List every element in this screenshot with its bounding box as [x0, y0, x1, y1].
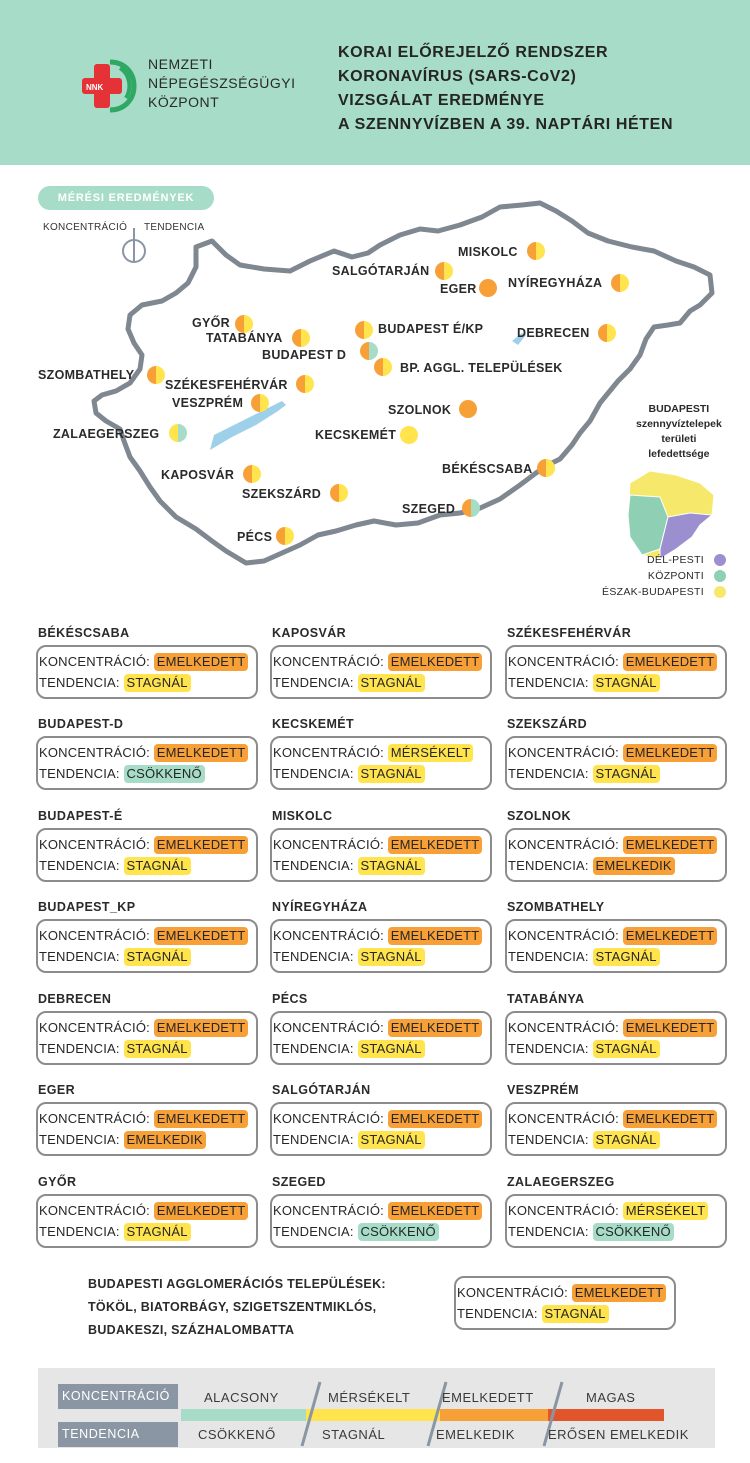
tend-row: [273, 948, 425, 966]
agglomeration-card: [454, 1276, 676, 1330]
map-label: SZEGED: [402, 502, 456, 516]
tend-value: CSÖKKENŐ: [358, 1223, 439, 1241]
card-title: BUDAPEST-É: [38, 809, 123, 823]
city-card: [505, 736, 727, 790]
konc-label: KONCENTRÁCIÓ:: [39, 1020, 154, 1035]
card-title: PÉCS: [272, 992, 308, 1006]
konc-label: KONCENTRÁCIÓ:: [39, 1111, 154, 1126]
konc-row: [508, 1110, 717, 1128]
tend-value: CSÖKKENŐ: [593, 1223, 674, 1241]
konc-level-moderate: MÉRSÉKELT: [328, 1390, 411, 1405]
card-title: BUDAPEST-D: [38, 717, 124, 731]
konc-label: KONCENTRÁCIÓ:: [273, 1020, 388, 1035]
konc-label: KONCENTRÁCIÓ:: [39, 745, 154, 760]
inset-line: lefedettsége: [648, 448, 710, 460]
konc-level-elevated: EMELKEDETT: [442, 1390, 534, 1405]
card-title: MISKOLC: [272, 809, 333, 823]
tend-label: TENDENCIA:: [508, 858, 593, 873]
tend-value: EMELKEDIK: [124, 1131, 206, 1149]
map-label: EGER: [440, 282, 477, 296]
tend-value: STAGNÁL: [124, 857, 191, 875]
konc-label: KONCENTRÁCIÓ:: [39, 837, 154, 852]
konc-row: [273, 1202, 482, 1220]
konc-scale-label: KONCENTRÁCIÓ: [58, 1384, 178, 1409]
map-label: BP. AGGL. TELEPÜLÉSEK: [400, 361, 563, 375]
konc-value: EMELKEDETT: [623, 927, 718, 945]
tend-row: [273, 857, 425, 875]
swatch: [714, 586, 726, 598]
agglomeration-text: [88, 1273, 386, 1342]
tend-row: [39, 674, 191, 692]
map-label: BUDAPEST D: [262, 348, 347, 362]
map-label: KECSKEMÉT: [315, 428, 397, 442]
title-line: VIZSGÁLAT EREDMÉNYE: [338, 92, 545, 109]
tend-row: [508, 1040, 660, 1058]
konc-label: KONCENTRÁCIÓ:: [508, 1203, 623, 1218]
card-title: SZOLNOK: [507, 809, 571, 823]
map-label: BUDAPEST É/KP: [378, 322, 484, 336]
konc-label: KONCENTRÁCIÓ:: [273, 837, 388, 852]
tend-label: TENDENCIA:: [273, 675, 358, 690]
card-title: EGER: [38, 1083, 76, 1097]
tend-label: TENDENCIA:: [39, 766, 124, 781]
tend-label: TENDENCIA:: [508, 675, 593, 690]
tend-label: TENDENCIA:: [39, 675, 124, 690]
tend-value: STAGNÁL: [124, 1040, 191, 1058]
konc-value: EMELKEDETT: [388, 1202, 483, 1220]
konc-row: [273, 653, 482, 671]
tend-label: TENDENCIA:: [273, 858, 358, 873]
map-marker: [292, 329, 310, 347]
tend-row: [39, 1223, 191, 1241]
konc-label: KONCENTRÁCIÓ:: [273, 745, 388, 760]
card-title: SZOMBATHELY: [507, 900, 605, 914]
konc-label: KONCENTRÁCIÓ:: [273, 1203, 388, 1218]
tend-value: STAGNÁL: [358, 948, 425, 966]
svg-text:NNK: NNK: [86, 83, 104, 92]
city-card: [36, 919, 258, 973]
tend-value: STAGNÁL: [593, 948, 660, 966]
tend-level-decreasing: CSÖKKENŐ: [198, 1427, 276, 1442]
map-label: SALGÓTARJÁN: [332, 264, 430, 278]
tend-value: STAGNÁL: [358, 1131, 425, 1149]
tend-row: [273, 674, 425, 692]
city-card: [36, 1102, 258, 1156]
konc-label: KONCENTRÁCIÓ:: [508, 837, 623, 852]
tend-label: TENDENCIA:: [508, 766, 593, 781]
legend-del-pesti: [647, 554, 726, 566]
tend-row: [39, 765, 205, 783]
agg-line: TÖKÖL, BIATORBÁGY, SZIGETSZENTMIKLÓS,: [88, 1300, 377, 1314]
map-marker: [611, 274, 629, 292]
konc-row: [39, 744, 248, 762]
konc-row: [273, 927, 482, 945]
tend-row: [508, 857, 675, 875]
title-line: KORAI ELŐREJELZŐ RENDSZER: [338, 44, 609, 61]
city-card: [505, 645, 727, 699]
konc-row: [273, 1019, 482, 1037]
city-card: [36, 1194, 258, 1248]
nnk-logo: [80, 58, 140, 114]
map-marker: [355, 321, 373, 339]
tend-row: [508, 765, 660, 783]
konc-row: [508, 1019, 717, 1037]
tend-value: STAGNÁL: [542, 1305, 609, 1323]
card-title: KECSKEMÉT: [272, 717, 355, 731]
konc-row: [39, 1110, 248, 1128]
tend-label: TENDENCIA:: [39, 1132, 124, 1147]
tend-value: EMELKEDIK: [593, 857, 675, 875]
tend-label: TENDENCIA:: [273, 1132, 358, 1147]
card-title: TATABÁNYA: [507, 992, 585, 1006]
city-card: [270, 645, 492, 699]
tend-value: STAGNÁL: [593, 1131, 660, 1149]
konc-value: EMELKEDETT: [572, 1284, 667, 1302]
tend-scale-label: TENDENCIA: [58, 1422, 178, 1447]
city-card: [36, 1011, 258, 1065]
konc-label: KONCENTRÁCIÓ:: [39, 1203, 154, 1218]
tend-label: TENDENCIA:: [273, 1041, 358, 1056]
card-title: ZALAEGERSZEG: [507, 1175, 615, 1189]
map-marker: [147, 366, 165, 384]
map-marker: [243, 465, 261, 483]
tend-label: TENDENCIA:: [273, 1224, 358, 1239]
konc-value: EMELKEDETT: [154, 744, 249, 762]
tend-label: TENDENCIA:: [39, 1224, 124, 1239]
konc-label: KONCENTRÁCIÓ:: [39, 654, 154, 669]
legend-eszak-budapesti: [602, 586, 726, 598]
konc-value: EMELKEDETT: [154, 927, 249, 945]
map-label: DEBRECEN: [517, 326, 590, 340]
city-card: [36, 645, 258, 699]
konc-row: [39, 653, 248, 671]
konc-value: EMELKEDETT: [154, 653, 249, 671]
map-marker: [296, 375, 314, 393]
konc-label: KONCENTRÁCIÓ:: [39, 928, 154, 943]
card-title: KAPOSVÁR: [272, 626, 347, 640]
tend-row: [273, 1040, 425, 1058]
konc-label: KONCENTRÁCIÓ:: [508, 1020, 623, 1035]
inset-line: szennyvíztelepek: [636, 418, 722, 430]
map-marker: [537, 459, 555, 477]
city-card: [270, 1011, 492, 1065]
konc-row: [273, 836, 482, 854]
legend-label: DÉL-PESTI: [647, 554, 704, 566]
map-marker: [479, 279, 497, 297]
city-card: [505, 1102, 727, 1156]
card-title: GYŐR: [38, 1175, 77, 1189]
results-pill: MÉRÉSI EREDMÉNYEK: [38, 186, 214, 210]
city-card: [270, 1102, 492, 1156]
agg-line: BUDAKESZI, SZÁZHALOMBATTA: [88, 1323, 295, 1337]
tend-label: TENDENCIA:: [273, 949, 358, 964]
inset-line: területi: [661, 433, 697, 445]
tend-value: STAGNÁL: [593, 674, 660, 692]
tend-label: TENDENCIA:: [508, 1132, 593, 1147]
konc-row: [508, 744, 717, 762]
map-label: GYŐR: [192, 316, 231, 330]
map-label: PÉCS: [237, 530, 273, 544]
konc-label: KONCENTRÁCIÓ:: [273, 1111, 388, 1126]
city-card: [505, 1194, 727, 1248]
map-label: TATABÁNYA: [206, 331, 283, 345]
tend-label: TENDENCIA:: [457, 1306, 542, 1321]
city-card: [270, 736, 492, 790]
tend-row: [508, 948, 660, 966]
konc-label: KONCENTRÁCIÓ:: [273, 654, 388, 669]
tend-row: [508, 1223, 674, 1241]
org-line: KÖZPONT: [148, 94, 220, 110]
swatch: [714, 554, 726, 566]
city-card: [270, 1194, 492, 1248]
konc-row: [508, 653, 717, 671]
tend-value: STAGNÁL: [358, 857, 425, 875]
tend-label: TENDENCIA:: [39, 858, 124, 873]
header: [0, 0, 750, 165]
konc-row: [39, 836, 248, 854]
map-label: KAPOSVÁR: [161, 468, 235, 482]
map-marker: [527, 242, 545, 260]
tend-value: STAGNÁL: [593, 1040, 660, 1058]
tend-value: STAGNÁL: [124, 948, 191, 966]
city-card: [270, 919, 492, 973]
tend-row: [39, 857, 191, 875]
tend-level-stagnant: STAGNÁL: [322, 1427, 386, 1442]
page-title: [338, 41, 673, 137]
konc-value: EMELKEDETT: [623, 744, 718, 762]
map-marker: [435, 262, 453, 280]
title-line: A SZENNYVÍZBEN A 39. NAPTÁRI HÉTEN: [338, 116, 674, 133]
tend-row: [273, 1223, 439, 1241]
konc-value: EMELKEDETT: [623, 1110, 718, 1128]
city-card: [270, 828, 492, 882]
city-card: [36, 736, 258, 790]
tend-label: TENDENCIA:: [508, 1224, 593, 1239]
card-title: SZEKSZÁRD: [507, 717, 587, 731]
swatch: [714, 570, 726, 582]
tend-row: [457, 1305, 609, 1323]
konc-value: EMELKEDETT: [623, 1019, 718, 1037]
map-label: BÉKÉSCSABA: [442, 462, 533, 476]
map-marker: [374, 358, 392, 376]
konc-row: [508, 836, 717, 854]
konc-value: MÉRSÉKELT: [388, 744, 474, 762]
tend-value: STAGNÁL: [593, 765, 660, 783]
map-label: MISKOLC: [458, 245, 518, 259]
konc-level-low: ALACSONY: [204, 1390, 279, 1405]
konc-value: EMELKEDETT: [623, 836, 718, 854]
tend-level-increasing: EMELKEDIK: [436, 1427, 515, 1442]
budapest-inset-map: [628, 471, 714, 559]
konc-value: EMELKEDETT: [154, 1019, 249, 1037]
tend-row: [39, 1131, 206, 1149]
card-title: VESZPRÉM: [507, 1083, 579, 1097]
city-card: [505, 1011, 727, 1065]
map-marker: [459, 400, 477, 418]
map-marker: [169, 424, 187, 442]
card-title: SZEGED: [272, 1175, 326, 1189]
tend-value: STAGNÁL: [124, 674, 191, 692]
konc-value: EMELKEDETT: [154, 836, 249, 854]
map-marker: [330, 484, 348, 502]
tend-level-strongly-increasing: ERŐSEN EMELKEDIK: [548, 1427, 689, 1442]
konc-label: KONCENTRÁCIÓ:: [508, 1111, 623, 1126]
konc-label: KONCENTRÁCIÓ:: [508, 654, 623, 669]
map-label: SZÉKESFEHÉRVÁR: [165, 378, 288, 392]
konc-value: EMELKEDETT: [154, 1202, 249, 1220]
konc-value: EMELKEDETT: [623, 653, 718, 671]
card-title: NYÍREGYHÁZA: [272, 900, 368, 914]
inset-line: BUDAPESTI: [648, 403, 710, 415]
tend-label: TENDENCIA:: [39, 1041, 124, 1056]
map-label: SZOMBATHELY: [38, 368, 135, 382]
map-label: ZALAEGERSZEG: [53, 427, 160, 441]
tend-value: STAGNÁL: [358, 1040, 425, 1058]
map-label: NYÍREGYHÁZA: [508, 276, 603, 290]
konc-label: KONCENTRÁCIÓ:: [508, 745, 623, 760]
konc-value: EMELKEDETT: [388, 927, 483, 945]
city-card: [505, 828, 727, 882]
card-title: SALGÓTARJÁN: [272, 1083, 371, 1097]
tend-row: [273, 765, 425, 783]
card-title: SZÉKESFEHÉRVÁR: [507, 626, 632, 640]
konc-row: [457, 1284, 666, 1302]
legend-label: ÉSZAK-BUDAPESTI: [602, 586, 704, 598]
card-title: DEBRECEN: [38, 992, 112, 1006]
legend-concentration: KONCENTRÁCIÓ: [43, 222, 128, 233]
tend-label: TENDENCIA:: [508, 949, 593, 964]
konc-value: EMELKEDETT: [388, 1110, 483, 1128]
org-line: NEMZETI: [148, 56, 213, 72]
org-name: [148, 55, 296, 112]
tend-value: CSÖKKENŐ: [124, 765, 205, 783]
konc-level-high: MAGAS: [586, 1390, 636, 1405]
card-title: BUDAPEST_KP: [38, 900, 136, 914]
konc-row: [39, 1019, 248, 1037]
tend-value: STAGNÁL: [124, 1223, 191, 1241]
tend-label: TENDENCIA:: [508, 1041, 593, 1056]
konc-value: MÉRSÉKELT: [623, 1202, 709, 1220]
map-marker: [462, 499, 480, 517]
card-title: BÉKÉSCSABA: [38, 626, 130, 640]
title-line: KORONAVÍRUS (SARS-CoV2): [338, 68, 577, 85]
city-card: [505, 919, 727, 973]
konc-row: [39, 927, 248, 945]
konc-value: EMELKEDETT: [388, 836, 483, 854]
agg-line: BUDAPESTI AGGLOMERÁCIÓS TELEPÜLÉSEK:: [88, 1277, 386, 1291]
city-card: [36, 828, 258, 882]
tend-row: [39, 948, 191, 966]
map-marker: [251, 394, 269, 412]
map-marker: [276, 527, 294, 545]
konc-label: KONCENTRÁCIÓ:: [457, 1285, 572, 1300]
map-marker: [400, 426, 418, 444]
tend-row: [273, 1131, 425, 1149]
konc-row: [273, 744, 473, 762]
konc-row: [508, 1202, 708, 1220]
scale-legend: [38, 1368, 715, 1448]
tend-value: STAGNÁL: [358, 765, 425, 783]
konc-row: [39, 1202, 248, 1220]
konc-value: EMELKEDETT: [388, 653, 483, 671]
konc-row: [273, 1110, 482, 1128]
budapest-inset-title: [636, 402, 722, 462]
legend-kozponti: [648, 570, 726, 582]
tend-row: [508, 1131, 660, 1149]
legend-tendency: TENDENCIA: [144, 222, 205, 233]
konc-label: KONCENTRÁCIÓ:: [273, 928, 388, 943]
tend-label: TENDENCIA:: [273, 766, 358, 781]
tend-row: [39, 1040, 191, 1058]
map-label: SZOLNOK: [388, 403, 452, 417]
konc-row: [508, 927, 717, 945]
konc-value: EMELKEDETT: [154, 1110, 249, 1128]
legend-label: KÖZPONTI: [647, 570, 704, 582]
tend-label: TENDENCIA:: [39, 949, 124, 964]
map-label: SZEKSZÁRD: [242, 487, 322, 501]
tend-row: [508, 674, 660, 692]
org-line: NÉPEGÉSZSÉGÜGYI: [148, 75, 296, 91]
konc-label: KONCENTRÁCIÓ:: [508, 928, 623, 943]
map-marker: [598, 324, 616, 342]
tend-value: STAGNÁL: [358, 674, 425, 692]
konc-value: EMELKEDETT: [388, 1019, 483, 1037]
map-label: VESZPRÉM: [172, 396, 244, 410]
